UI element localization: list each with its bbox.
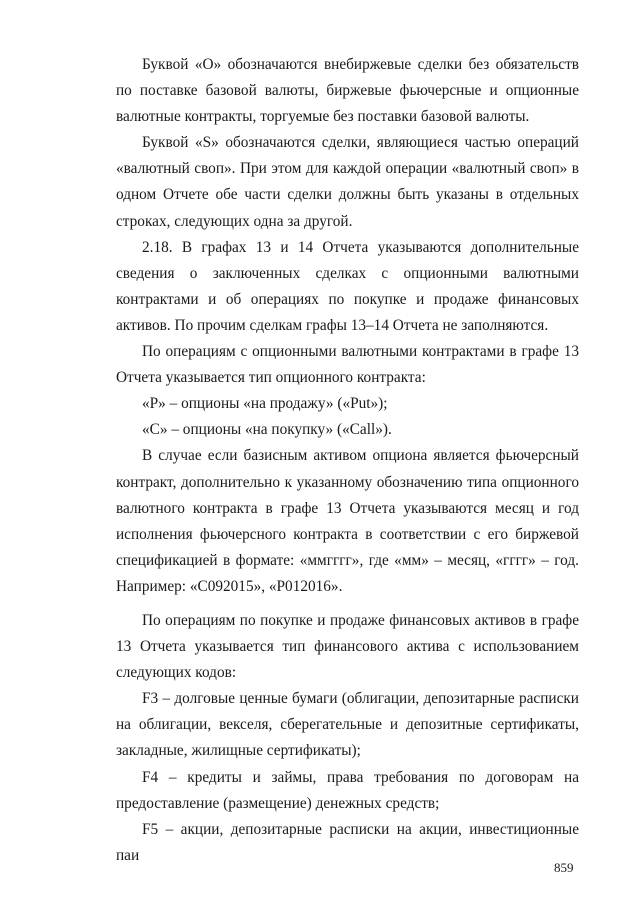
paragraph-futures-underlying: В случае если базисным активом опциона является фьючерсный контракт, дополнительно к указанному обозначению типа опционного валютного контракта в графе 13 Отчета указываются месяц и год исполнения фьючерсного контракта в соответствии с его биржевой спецификацией в формате: «ммгггг», где «мм» – месяц, «гггг» – год. Например: «C092015», «P012016». xyxy=(116,447,579,595)
list-item-f3: F3 – долговые ценные бумаги (облигации, депозитарные расписки на облигации, векселя, сберегательные и депозитные сертификаты, закладные, жилищные сертификаты); xyxy=(116,690,579,760)
document-body xyxy=(116,52,579,869)
paragraph-financial-assets: По операциям по покупке и продаже финансовых активов в графе 13 Отчета указывается тип финансового актива с использованием следующих кодов: xyxy=(116,611,579,682)
list-item-f5: F5 – акции, депозитарные расписки на акции, инвестиционные паи xyxy=(116,820,579,864)
list-item-call: «C» – опционы «на покупку» («Call»). xyxy=(142,421,392,439)
list-item-f4: F4 – кредиты и займы, права требования по договорам на предоставление (размещение) денежных средств; xyxy=(116,768,579,812)
page-number: 859 xyxy=(554,860,574,875)
paragraph-section-2-18: 2.18. В графах 13 и 14 Отчета указываются дополнительные сведения о заключенных сделках с опционными валютными контрактами и об операциях по покупке и продаже финансовых активов. По прочим сделкам графы 13–14 Отчета не заполняются. xyxy=(116,238,579,334)
paragraph-s-deals: Буквой «S» обозначаются сделки, являющиеся частью операций «валютный своп». При этом для каждой операции «валютный своп» в одном Отчете обе части сделки должны быть указаны в отдельных строках, следующих одна за другой. xyxy=(116,134,579,230)
list-item-put: «P» – опционы «на продажу» («Put»); xyxy=(142,395,388,413)
paragraph-o-deals: Буквой «О» обозначаются внебиржевые сделки без обязательств по поставке базовой валюты, биржевые фьючерсные и опционные валютные контракты, торгуемые без поставки базовой валюты. xyxy=(116,56,579,126)
paragraph-option-contracts: По операциям с опционными валютными контрактами в графе 13 Отчета указывается тип опционного контракта: xyxy=(116,343,579,387)
